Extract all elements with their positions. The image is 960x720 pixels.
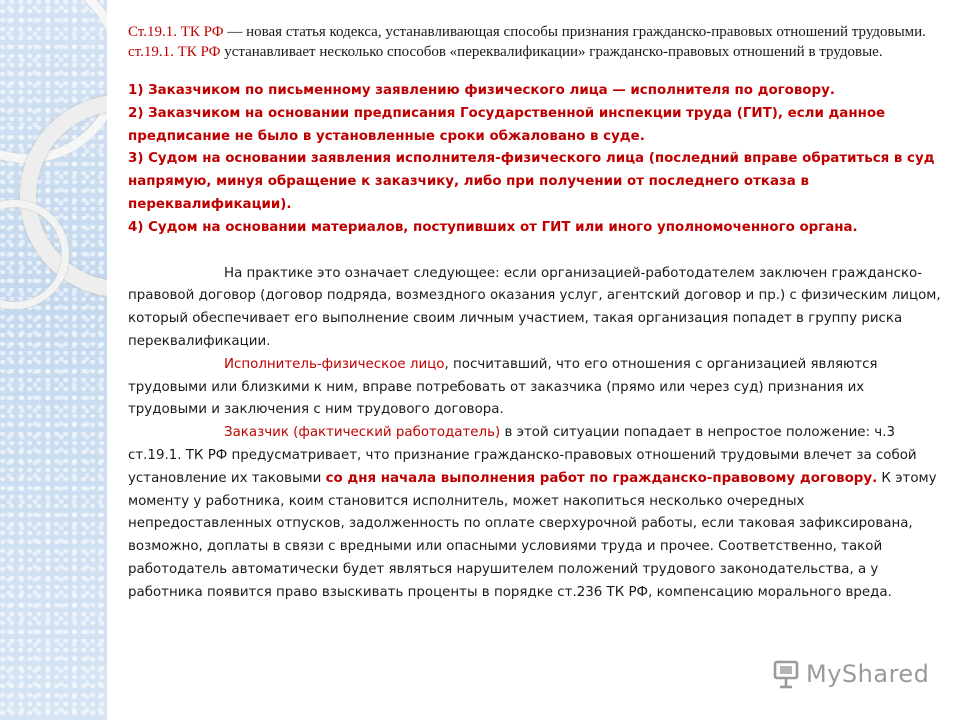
intro-paragraph: [128, 42, 943, 62]
paragraph: [128, 354, 943, 422]
watermark-text: MyShared: [806, 660, 930, 688]
paragraph: [128, 263, 943, 354]
article-reference: Ст.19.1. ТК РФ: [128, 24, 224, 40]
emphasized-text: со дня начала выполнения работ по гражданско-правовому договору.: [325, 470, 878, 486]
list-item: 4) Судом на основании материалов, поступивших от ГИТ или иного уполномоченного органа.: [128, 219, 858, 235]
paragraph-text: в этой ситуации попадает в непростое положение: ч.3 ст.19.1. ТК РФ предусматривает, что признание гражданско-правовых отношений трудовыми влечет за собой установление их таковыми: [128, 425, 917, 486]
presentation-board-icon: [772, 659, 800, 689]
paragraph-text: К этому моменту у работника, коим становится исполнитель, может накопиться несколько очередных непредоставленных отпусков, задолженность по оплате сверхурочной работы, если таковая зафиксирована, возможно, доплаты в связи с вредными или опасными условиями труда и прочее. Соответственно, такой работодатель автоматически будет являться нарушителем положений трудового законодательства, а у работника появится право взыскивать проценты в порядке ст.236 ТК РФ, компенсацию морального вреда.: [128, 470, 937, 600]
list-item: 1) Заказчиком по письменному заявлению физического лица — исполнителя по договору.: [128, 83, 835, 98]
paragraph-text: , посчитавший, что его отношения с организацией являются трудовыми или близкими к ним, вправе потребовать от заказчика (прямо или через суд) признания их трудовыми и заключения с ним трудового договора.: [128, 356, 878, 418]
paragraph: [128, 422, 943, 604]
slide-content: [128, 22, 943, 605]
intro-text: устанавливает несколько способов «переквалификации» гражданско-правовых отношений в трудовые.: [220, 44, 883, 60]
highlighted-term: Исполнитель-физическое лицо: [224, 356, 445, 372]
paragraph-text: На практике это означает следующее: если организацией-работодателем заключен гражданско-правовой договор (договор подряда, возмездного оказания услуг, агентский договор и пр.) с физическим лицом, который обеспечивает его выполнение своим личным участием, такая организация попадет в группу риска переквалификации.: [128, 265, 941, 349]
highlighted-term: Заказчик (фактический работодатель): [224, 425, 501, 441]
article-reference: ст.19.1. ТК РФ: [128, 44, 221, 60]
watermark: [772, 657, 929, 691]
ways-list: [128, 80, 943, 240]
intro-paragraph: [128, 22, 943, 42]
list-item: 3) Судом на основании заявления исполнителя-физического лица (последний вправе обратиться в суд напрямую, минуя обращение к заказчику, либо при получении от последнего отказа в переквалификации).: [128, 151, 935, 212]
list-item: 2) Заказчиком на основании предписания Государственной инспекции труда (ГИТ), если данное предписание не было в установленные сроки обжаловано в суде.: [128, 105, 886, 144]
intro-text: — новая статья кодекса, устанавливающая способы признания гражданско-правовых отношений трудовыми.: [223, 24, 926, 40]
explanation-text: [128, 263, 943, 605]
